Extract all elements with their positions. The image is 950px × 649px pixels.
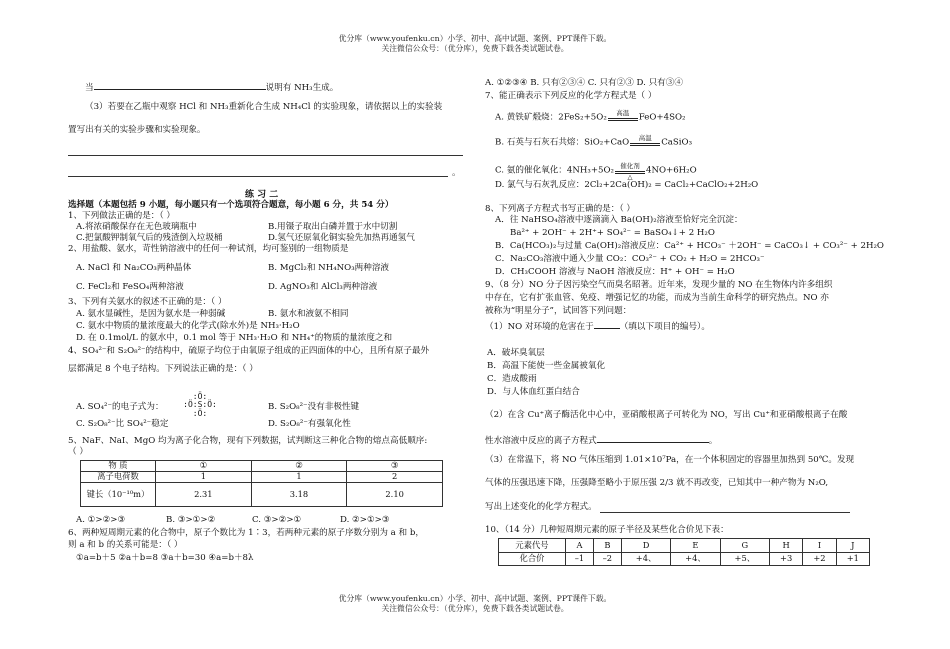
q3-option-b[interactable]: B. 氨水和液氨不相同 [268,309,349,319]
q9-part-1-option-b[interactable]: B．高温下能使一些金属被氧化 [487,361,606,371]
q9-part-1-option-a[interactable]: A．破坏臭氧层 [487,348,545,358]
q4-option-b[interactable]: B. S₂O₈²⁻没有非极性键 [268,402,360,412]
header-line-1: 优分库（www.youfenku.cn）小学、初中、高中试题、案例、PPT课件下载。 [338,34,612,43]
equation-arrow: 高温 [608,112,638,122]
q9-part-2: （2）在含 Cu⁺离子酶活化中心中，亚硝酸根离子可转化为 NO，写出 Cu⁺和亚硝酸根离子在酸 [485,410,848,420]
q4-option-d[interactable]: D. S₂O₈²⁻有强氧化性 [268,419,351,429]
page-footer [0,594,950,613]
q9-stem-3: 被称为“明星分子”，试回答下列问题： [485,306,632,316]
q3-option-d[interactable]: D. 在 0.1mol/L 的氨水中，0.1 mol 等于 NH₃·H₂O 和 NH₄⁺的物质的量浓度之和 [76,333,393,343]
answer-blank[interactable] [594,319,620,329]
answer-blank[interactable] [597,433,709,443]
q5-stem: 5、NaF、NaI、MgO 均为离子化合物，现有下列数据，试判断这三种化合物的熔点高低顺序: [68,436,428,446]
q5-option-b[interactable]: B. ③>①>② [166,515,216,525]
left-line-1: 当 说明有 NH₃生成。 [85,80,338,94]
header-line-2: 关注微信公众号：（优分库），免费下载各类试题试卷。 [381,43,569,53]
table-row: 物 质 ① ② ③ [81,461,443,472]
q9-part-3: （3）在常温下，将 NO 气体压缩到 1.01×10⁷Pa，在一个体积固定的容器里加热到 50℃。发现 [485,455,855,465]
q7-option-a[interactable]: A. 黄铁矿煅烧：2FeS₂+5O₂ 高温 FeO+4SO₂ [495,109,686,123]
equation-arrow: 催化剂 △ [615,165,645,175]
q4-stem-1: 4、SO₄²⁻和 S₂O₈²⁻的结构中，硫原子均位于由氧原子组成的正四面体的中心，且所有原子最外 [68,346,430,356]
q9-part-1: （1）NO 对环境的危害在于 （填以下项目的编号）。 [485,319,710,333]
table-row: 化合价 –1 –2 +4、 +4、 +5、 +3 +2 +1 [499,553,870,566]
q9-part-3-line-2: 气体的压强迅速下降，压强降至略小于原压强 2/3 就不再改变，已知其中一种产物为 N₂O, [485,478,829,488]
lewis-mid: :Ö:S:Ö: [183,400,217,410]
q1-stem: 1、下列做法正确的是：（ ） [68,211,176,221]
section-intro: 选择题（本题包括 9 小题，每小题只有一个选项符合题意，每小题 6 分，共 54 分） [68,200,394,210]
q9-part-2-line-2: 性水溶液中反应的离子方程式 。 [485,433,717,447]
q3-stem: 3、下列有关氨水的叙述不正确的是：（ ） [68,297,227,307]
q5-table [80,460,443,507]
q6-stem-1: 6、两种短周期元素的化合物中，原子个数比为 1∶3，若两种元素的原子序数分别为 a 和 b， [68,528,424,538]
left-line-3: 置写出有关的实验步骤和实验现象。 [68,125,206,135]
table-row: 离子电荷数 1 1 2 [81,472,443,483]
q2-option-b[interactable]: B. MgCl₂和 NH₄NO₃两种溶液 [268,263,390,273]
q1-option-b[interactable]: B.用镊子取出白磷并置于水中切割 [268,222,398,232]
lewis-bot: :Ö: [192,408,208,418]
q2-option-a[interactable]: A. NaCl 和 Na₂CO₃两种晶体 [76,263,192,273]
q9-part-3-line-3: 写出上述变化的化学方程式。 [485,502,597,512]
footer-line-2: 关注微信公众号：（优分库），免费下载各类试题试卷。 [381,603,569,613]
table-row: 键长（10⁻¹⁰m） 2.31 3.18 2.10 [81,483,443,507]
q3-option-c[interactable]: C. 氨水中物质的量浓度最大的化学式(除水外)是 NH₃·H₂O [76,321,300,331]
q7-option-d[interactable]: D. 氯气与石灰乳反应：2Cl₂+2Ca(OH)₂ = CaCl₂+CaClO₂+2H₂O [495,180,759,190]
q1-option-a[interactable]: A.将浓硝酸保存在无色玻璃瓶中 [76,222,197,232]
answer-blank[interactable] [94,80,266,90]
footer-line-1: 优分库（www.youfenku.cn）小学、初中、高中试题、案例、PPT课件下载。 [338,594,612,603]
q4-option-a[interactable]: A. SO₄²⁻的电子式为： [76,402,164,412]
q2-option-c[interactable]: C. FeCl₂和 FeSO₄两种溶液 [76,282,184,292]
q6-options[interactable]: ①a=b＋5 ②a＋b=8 ③a＋b=30 ④a=b＋8λ [76,553,254,563]
q9-part-1-option-c[interactable]: C．造成酸雨 [487,374,537,384]
left-line-2: （3）若要在乙瓶中观察 HCl 和 NH₃重新化合生成 NH₄Cl 的实验现象，请依据以上的实验装 [85,102,443,112]
q8-option-d[interactable]: D．CH₃COOH 溶液与 NaOH 溶液反应：H⁺ + OH⁻ = H₂O [495,267,735,277]
q2-stem: 2、用盐酸、氨水，苛性钠溶液中的任何一种试剂，均可鉴别的一组物质是 [68,244,349,254]
q3-option-a[interactable]: A. 氨水显碱性，是因为氨水是一种弱碱 [76,309,226,319]
equation-arrow: 高温 [630,137,660,147]
q8-option-c[interactable]: C．Na₂CO₃溶液中通入少量 CO₂：CO₃²⁻ + CO₂ + H₂O = 2HCO₃⁻ [495,254,765,264]
answer-line-3[interactable] [600,512,850,513]
q7-stem: 7、能正确表示下列反应的化学方程式是（ ） [485,91,657,101]
q8-option-a[interactable]: A．往 NaHSO₄溶液中逐滴滴入 Ba(OH)₂溶液至恰好完全沉淀： [495,215,743,225]
q9-part-1-option-d[interactable]: D．与人体血红蛋白结合 [487,387,580,397]
q8-stem: 8、下列离子方程式书写正确的是：（ ） [485,204,635,214]
q10-stem: 10、（14 分）几种短周期元素的原子半径及某些化合价见下表： [485,525,729,535]
q5-paren: （ ） [68,447,88,457]
answer-line-2[interactable] [68,176,448,177]
q2-option-d[interactable]: D. AgNO₃和 AlCl₃两种溶液 [268,282,378,292]
answer-period: 。 [452,168,461,178]
page-header [0,34,950,53]
q5-option-d[interactable]: D. ②>①>③ [340,515,390,525]
q7-option-b[interactable]: B. 石英与石灰石共熔：SiO₂+CaO 高温 CaSiO₃ [495,134,693,148]
q1-option-d[interactable]: D.氢气还原氧化铜实验先加热再通氢气 [268,233,415,243]
q8-option-b[interactable]: B．Ca(HCO₃)₂与过量 Ca(OH)₂溶液反应：Ca²⁺ + HCO₃⁻ ＋2OH⁻ = CaCO₃↓ + CO₃²⁻ + 2H₂O [495,241,884,251]
q6-stem-2: 则 a 和 b 的关系可能是：（ ） [68,540,183,550]
section-title: 练 习 二 [245,190,279,200]
q4-option-c[interactable]: C. S₂O₈²⁻比 SO₄²⁻稳定 [76,419,169,429]
q10-table [498,538,870,566]
lewis-structure [180,393,220,418]
q8-option-a-equation: Ba²⁺ + 2OH⁻ + 2H⁺+ SO₄²⁻ = BaSO₄↓+ 2 H₂O [510,228,715,238]
table-row: 元素代号 A B D E G H I J [499,539,870,553]
q9-stem-2: 中存在，它有扩张血管、免疫、增强记忆的功能，而成为当前生命科学的研究热点。NO 亦 [485,293,829,303]
q5-option-a[interactable]: A. ①>②>③ [76,515,126,525]
q4-stem-2: 层都满足 8 个电子结构。下列说法正确的是：（ ） [68,364,258,374]
q5-option-c[interactable]: C. ③>②>① [252,515,302,525]
q7-option-c[interactable]: C. 氨的催化氧化：4NH₃+5O₂ 催化剂 △ 4NO+6H₂O [495,162,697,181]
answer-line-1[interactable] [68,155,463,156]
q6-answer-options[interactable]: A. ①②③④ B. 只有②③④ C. 只有②③ D. 只有③④ [485,78,683,88]
q1-option-c[interactable]: C.把氯酸钾制氧气后的残渣倒入垃圾桶 [76,233,223,243]
lewis-top: :Ö: [192,392,208,401]
q9-stem-1: 9、（8 分）NO 分子因污染空气而臭名昭著。近年来，发现少量的 NO 在生物体内许多组织 [485,280,833,290]
